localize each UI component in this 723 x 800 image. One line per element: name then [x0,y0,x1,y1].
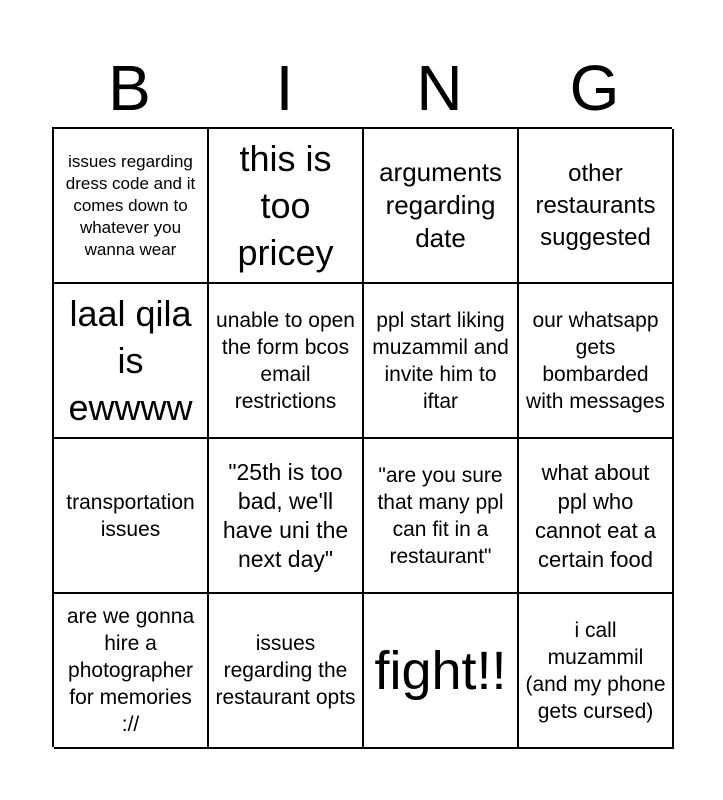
cell-text: "are you sure that many ppl can fit in a restaurant" [377,463,504,568]
bingo-cell-r1c1[interactable] [54,129,209,284]
bingo-cell-r3c2[interactable] [209,439,364,594]
bingo-cell-r4c2[interactable] [209,594,364,749]
cell-text: arguments regarding date [379,157,502,253]
bingo-cell-r3c1[interactable] [54,439,209,594]
cell-text: are we gonna hire a photographer for memories :// [66,605,195,736]
bingo-cell-r3c4[interactable] [519,439,674,594]
cell-text: ppl start liking muzammil and invite him to iftar [372,308,509,413]
cell-text: what about ppl who cannot eat a certain food [534,459,657,572]
bingo-cell-r2c3[interactable] [364,284,519,439]
cell-text: laal qila is ewwww [68,293,193,428]
header-letter-i: I [275,52,294,124]
bingo-cell-r3c3[interactable] [364,439,519,594]
header-letter-n: N [416,52,463,124]
cell-text: transportation issues [66,490,195,541]
bingo-cell-r2c2[interactable] [209,284,364,439]
bingo-header [52,48,672,128]
cell-text: other restaurants suggested [535,159,656,251]
bingo-cell-r4c1[interactable] [54,594,209,749]
header-letter-g: G [569,52,620,124]
bingo-cell-r4c4[interactable] [519,594,674,749]
cell-text: "25th is too bad, we'll have uni the next day" [222,458,349,572]
bingo-cell-r4c3[interactable] [364,594,519,749]
cell-text: issues regarding dress code and it comes down to whatever you wanna wear [65,151,196,259]
cell-text: this is too pricey [237,138,334,273]
bingo-cell-r2c1[interactable] [54,284,209,439]
bingo-cell-r1c2[interactable] [209,129,364,284]
bingo-cell-r1c4[interactable] [519,129,674,284]
cell-text: our whatsapp gets bombarded with messages [526,308,665,413]
header-letter-b: B [108,52,151,124]
cell-text: unable to open the form bcos email restrictions [216,308,355,413]
bingo-cell-r1c3[interactable] [364,129,519,284]
bingo-cell-r2c4[interactable] [519,284,674,439]
cell-text: i call muzammil (and my phone gets cursed) [525,618,666,723]
cell-text: fight!! [374,640,507,701]
bingo-board [52,127,672,747]
cell-text: issues regarding the restaurant opts [215,632,356,709]
